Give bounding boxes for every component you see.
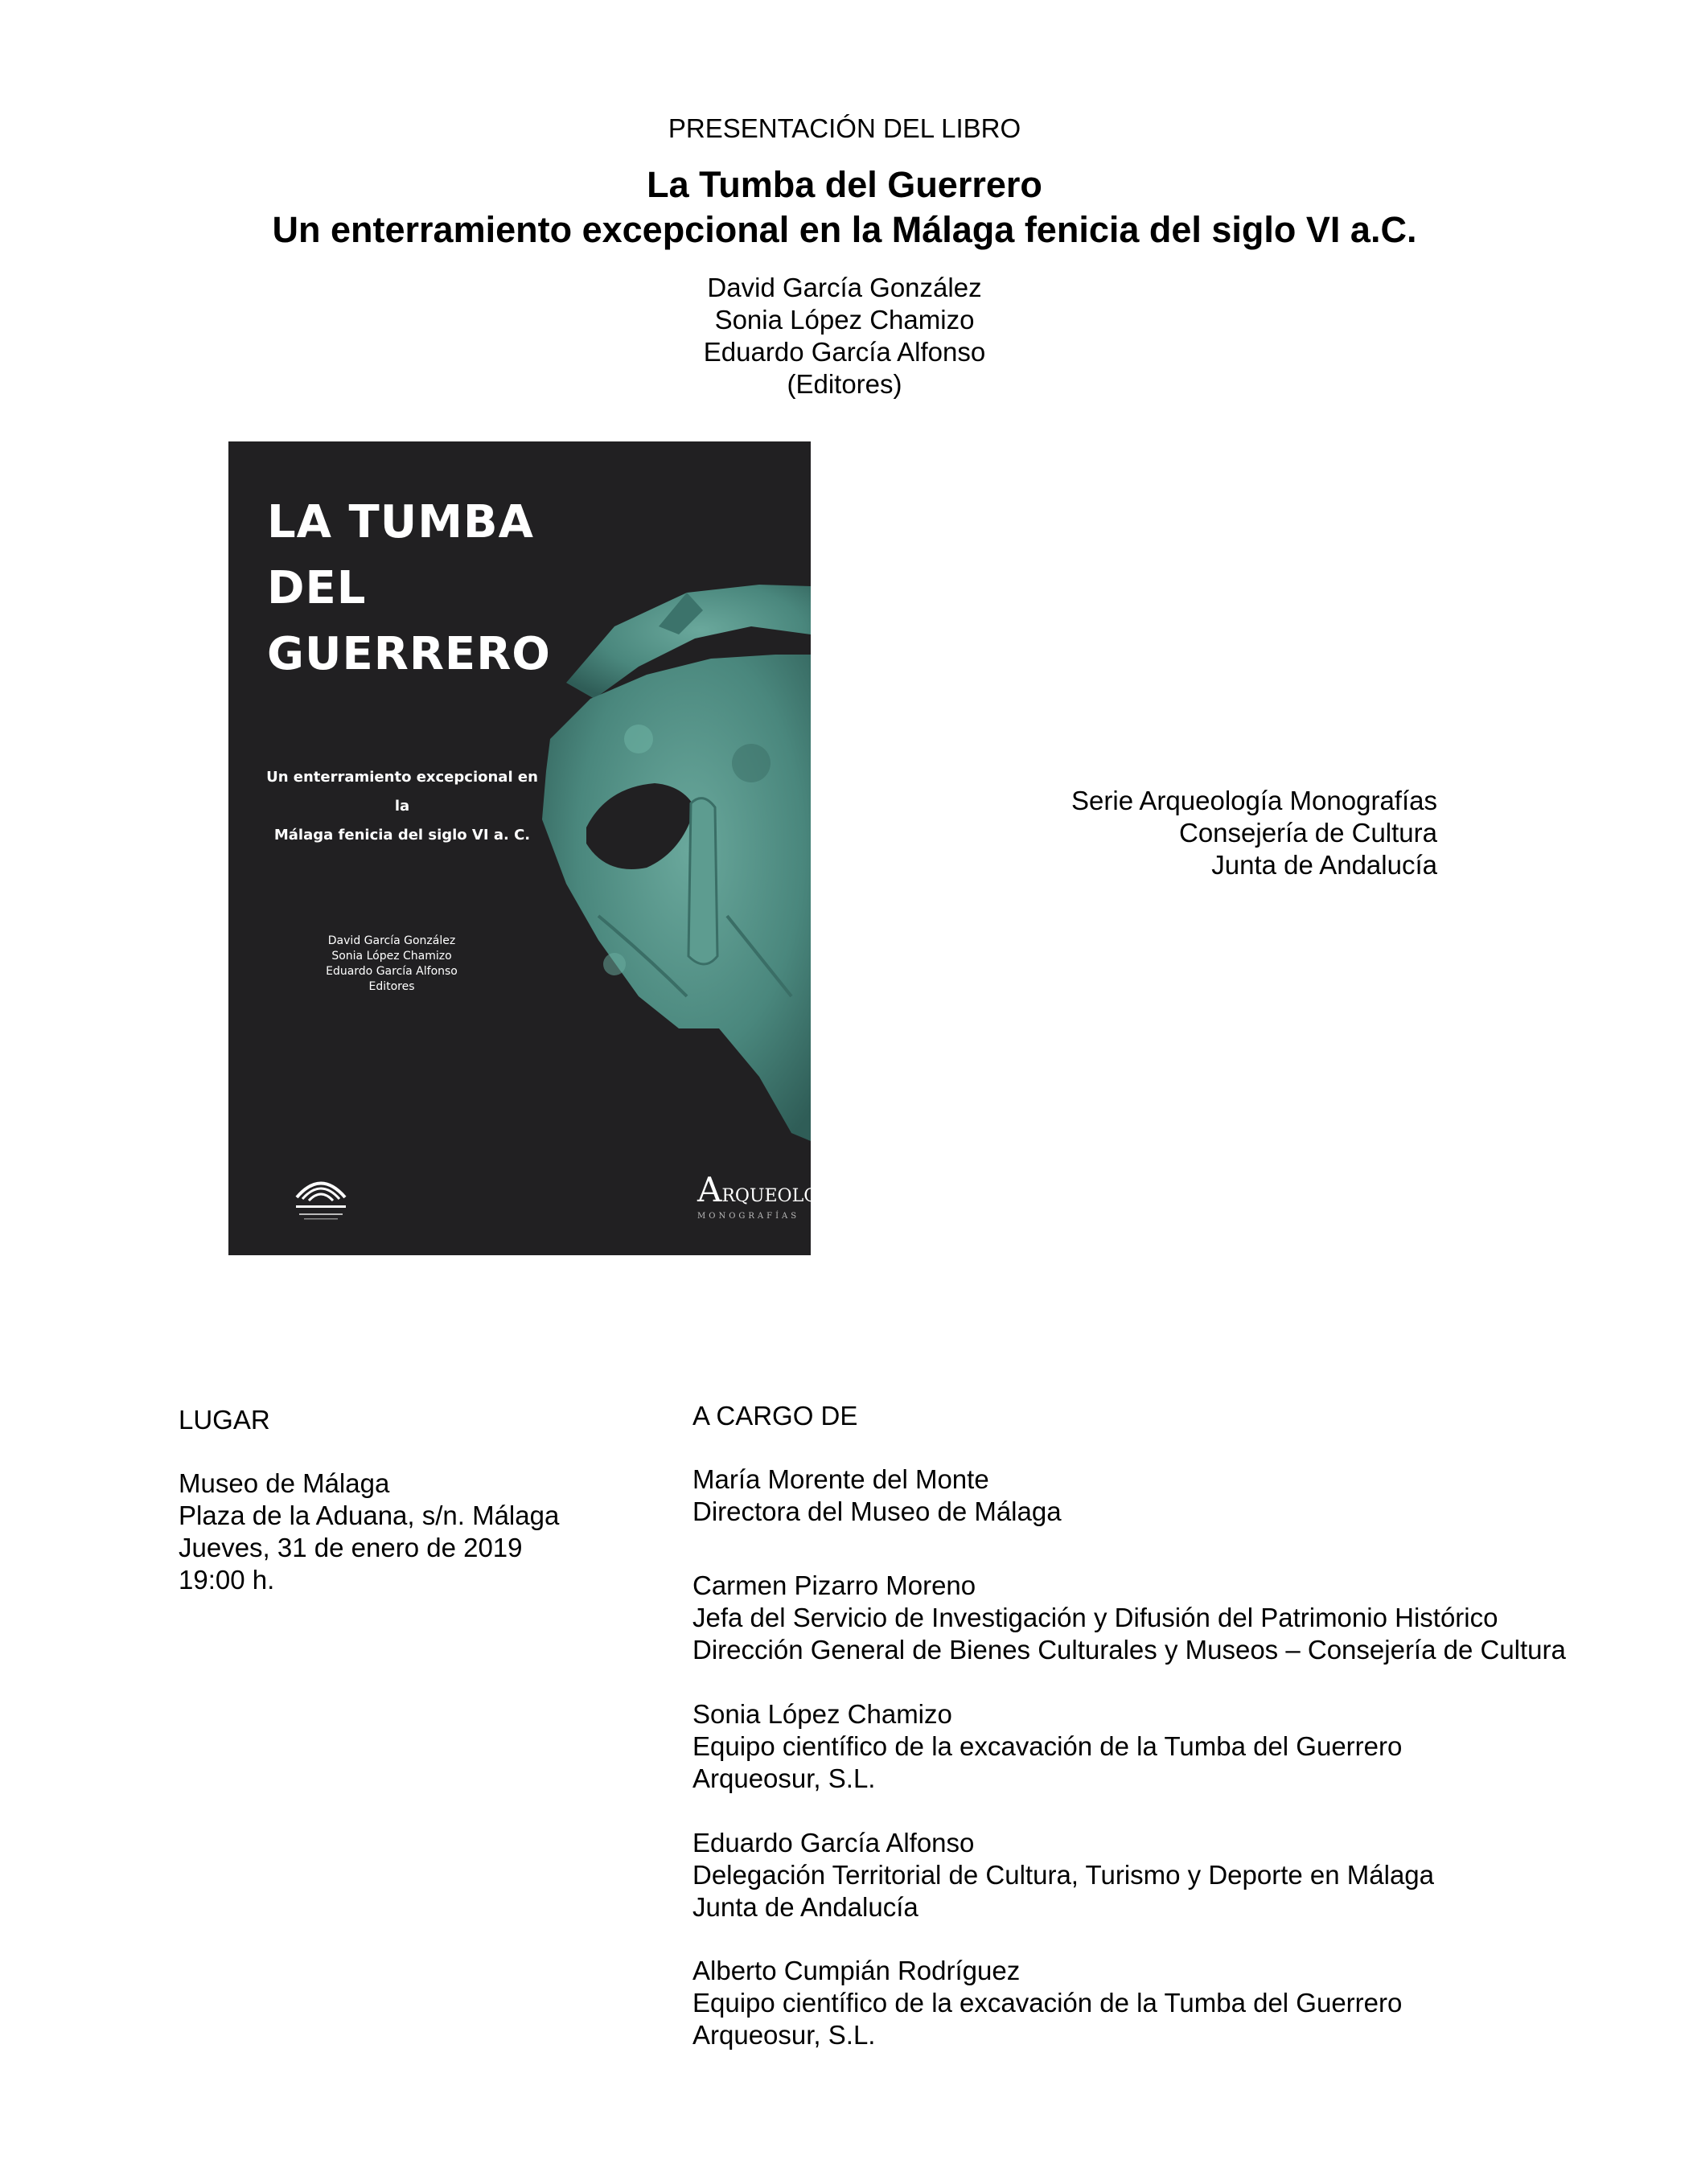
lugar-details <box>179 1468 559 1596</box>
editor-name: Sonia López Chamizo <box>714 305 975 335</box>
speaker-name: María Morente del Monte <box>692 1464 989 1494</box>
editors-label: (Editores) <box>787 369 902 399</box>
lugar-heading: LUGAR <box>179 1405 270 1435</box>
bronze-helmet-image <box>518 578 811 1141</box>
book-subtitle: Un enterramiento excepcional en la Málaga fenicia del siglo VI a.C. <box>272 209 1417 250</box>
speaker-role: Arqueosur, S.L. <box>692 1763 876 1793</box>
junta-andalucia-logo-icon <box>285 1165 357 1223</box>
speaker-name: Carmen Pizarro Moreno <box>692 1570 976 1600</box>
series-logo-word: RQUEOLOGÍA <box>721 1186 853 1206</box>
book-title: La Tumba del Guerrero <box>647 164 1042 205</box>
arqueologia-series-logo <box>697 1172 852 1215</box>
speaker-name: Sonia López Chamizo <box>692 1699 952 1729</box>
cover-subtitle <box>257 763 547 850</box>
cover-title-line: GUERRERO <box>267 628 551 680</box>
speaker-role: Equipo científico de la excavación de la Tumba del Guerrero <box>692 1988 1403 2018</box>
editor-name: Eduardo García Alfonso <box>703 337 986 367</box>
speaker-role: Directora del Museo de Málaga <box>692 1496 1062 1526</box>
editors-block <box>0 272 1689 400</box>
editor-name: David García González <box>707 273 982 302</box>
speaker-name: Alberto Cumpián Rodríguez <box>692 1956 1021 1985</box>
cover-editor: Eduardo García Alfonso <box>326 965 458 978</box>
book-cover-image <box>228 441 853 1255</box>
cover-subtitle-line: Málaga fenicia del siglo VI a. C. <box>273 827 531 844</box>
speaker-entry <box>692 1464 1062 1528</box>
speaker-role: Equipo científico de la excavación de la Tumba del Guerrero <box>692 1731 1403 1761</box>
cover-subtitle-line: Un enterramiento excepcional en la <box>266 769 538 815</box>
speaker-role: Junta de Andalucía <box>692 1892 918 1922</box>
series-line: Junta de Andalucía <box>1211 850 1437 880</box>
speaker-entry <box>692 1827 1434 1923</box>
speaker-role: Jefa del Servicio de Investigación y Difusión del Patrimonio Histórico <box>692 1603 1498 1632</box>
cover-editors <box>299 934 484 995</box>
event-date: Jueves, 31 de enero de 2019 <box>179 1533 523 1562</box>
speaker-entry <box>692 1698 1402 1795</box>
cover-title-line: DEL <box>267 562 367 614</box>
series-line: Consejería de Cultura <box>1178 818 1437 848</box>
speaker-name: Eduardo García Alfonso <box>692 1828 975 1858</box>
event-eyebrow: PRESENTACIÓN DEL LIBRO <box>668 113 1021 143</box>
speaker-role: Dirección General de Bienes Culturales y Museos – Consejería de Cultura <box>692 1635 1566 1665</box>
cover-title-line: LA TUMBA <box>267 496 534 548</box>
cover-editor: David García González <box>327 934 456 947</box>
series-logo-initial: A <box>697 1170 722 1209</box>
series-info <box>1071 785 1437 881</box>
venue-name: Museo de Málaga <box>179 1468 390 1498</box>
speaker-role: Arqueosur, S.L. <box>692 2020 876 2050</box>
speaker-entry <box>692 1955 1402 2051</box>
speaker-entry <box>692 1570 1566 1666</box>
cover-editors-label: Editores <box>368 980 415 993</box>
speaker-role: Delegación Territorial de Cultura, Turismo y Deporte en Málaga <box>692 1860 1435 1890</box>
series-logo-subtitle: MONOGRAFÍAS <box>697 1212 800 1221</box>
speakers-heading: A CARGO DE <box>692 1401 858 1431</box>
cover-title <box>267 490 551 688</box>
event-time: 19:00 h. <box>179 1565 275 1595</box>
venue-address: Plaza de la Aduana, s/n. Málaga <box>179 1500 560 1530</box>
cover-editor: Sonia López Chamizo <box>331 950 452 963</box>
series-line: Serie Arqueología Monografías <box>1071 786 1437 815</box>
